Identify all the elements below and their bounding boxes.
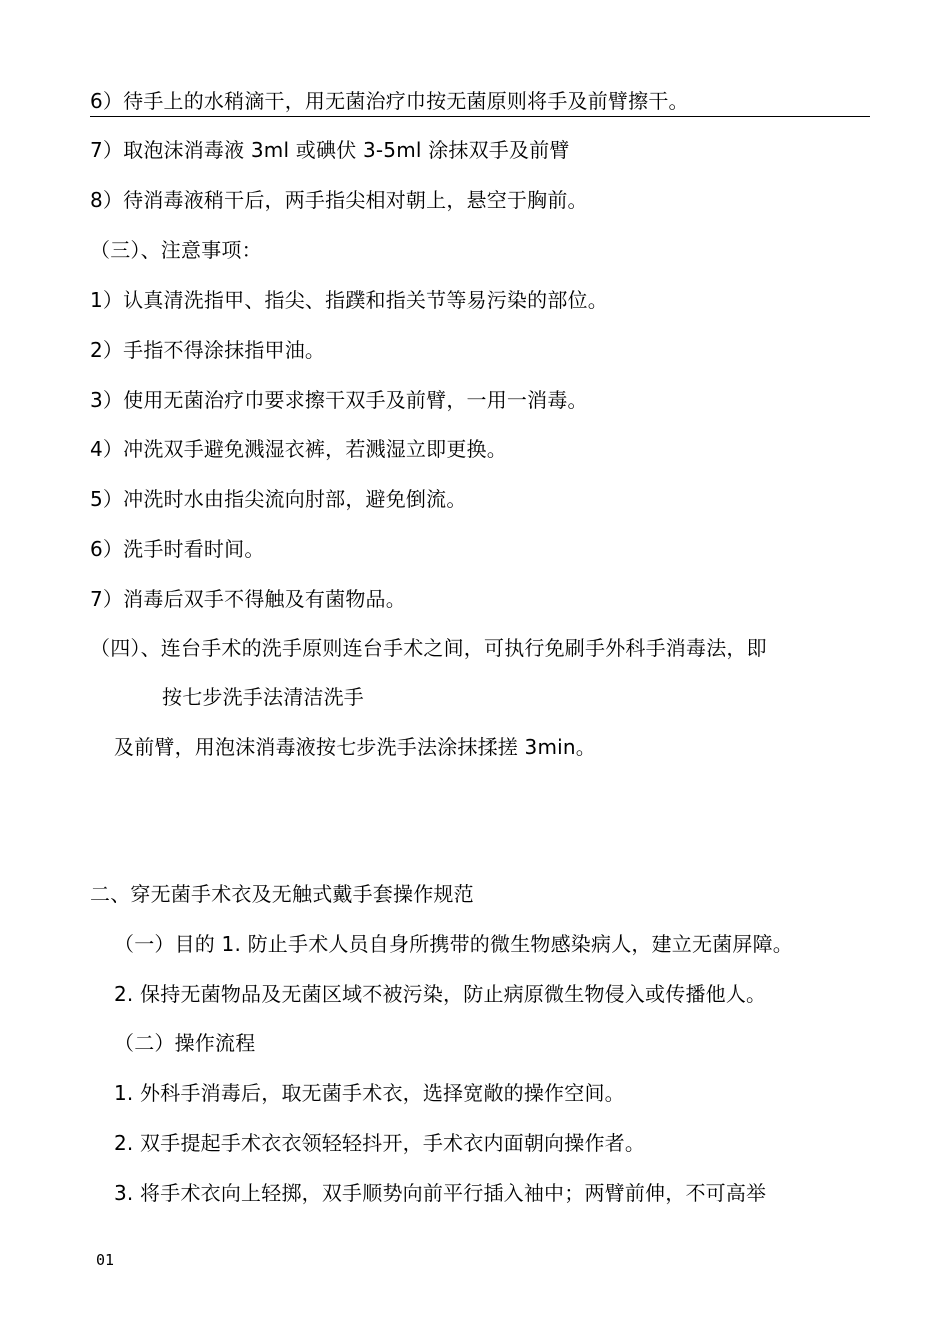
purpose-item-1: （一）目的 1. 防止手术人员自身所携带的微生物感染病人，建立无菌屏障。 bbox=[114, 932, 793, 956]
section-4-continuation-2: 及前臂，用泡沫消毒液按七步洗手法涂抹揉搓 3min。 bbox=[114, 735, 596, 759]
procedure-step-3: 3. 将手术衣向上轻掷，双手顺势向前平行插入袖中；两臂前伸，不可高举 bbox=[114, 1181, 767, 1205]
procedure-step-1: 1. 外科手消毒后，取无菌手术衣，选择宽敞的操作空间。 bbox=[114, 1081, 625, 1105]
note-2: 2）手指不得涂抹指甲油。 bbox=[90, 338, 326, 362]
note-3: 3）使用无菌治疗巾要求擦干双手及前臂，一用一消毒。 bbox=[90, 388, 588, 412]
section-4-continuation-1: 按七步洗手法清洁洗手 bbox=[162, 685, 364, 709]
header-rule bbox=[90, 116, 870, 117]
note-7: 7）消毒后双手不得触及有菌物品。 bbox=[90, 587, 406, 611]
purpose-item-2: 2. 保持无菌物品及无菌区域不被污染，防止病原微生物侵入或传播他人。 bbox=[114, 982, 767, 1006]
note-1: 1）认真清洗指甲、指尖、指蹼和指关节等易污染的部位。 bbox=[90, 288, 608, 312]
step-6-dry-hands: 6）待手上的水稍滴干，用无菌治疗巾按无菌原则将手及前臂擦干。 bbox=[90, 89, 689, 113]
section-3-heading: （三）、注意事项： bbox=[90, 238, 262, 262]
note-6: 6）洗手时看时间。 bbox=[90, 537, 265, 561]
step-8-hold-hands: 8）待消毒液稍干后，两手指尖相对朝上，悬空于胸前。 bbox=[90, 188, 588, 212]
section-4-text: （四）、连台手术的洗手原则连台手术之间，可执行免刷手外科手消毒法，即 bbox=[90, 636, 767, 660]
note-4: 4）冲洗双手避免溅湿衣裤，若溅湿立即更换。 bbox=[90, 437, 507, 461]
step-7-apply-disinfectant: 7）取泡沫消毒液 3ml 或碘伏 3-5ml 涂抹双手及前臂 bbox=[90, 138, 570, 162]
procedure-step-2: 2. 双手提起手术衣衣领轻轻抖开，手术衣内面朝向操作者。 bbox=[114, 1131, 646, 1155]
chapter-2-heading: 二、穿无菌手术衣及无触式戴手套操作规范 bbox=[90, 882, 474, 906]
note-5: 5）冲洗时水由指尖流向肘部，避免倒流。 bbox=[90, 487, 467, 511]
page-number: 01 bbox=[96, 1251, 115, 1269]
procedure-heading: （二）操作流程 bbox=[114, 1031, 256, 1055]
